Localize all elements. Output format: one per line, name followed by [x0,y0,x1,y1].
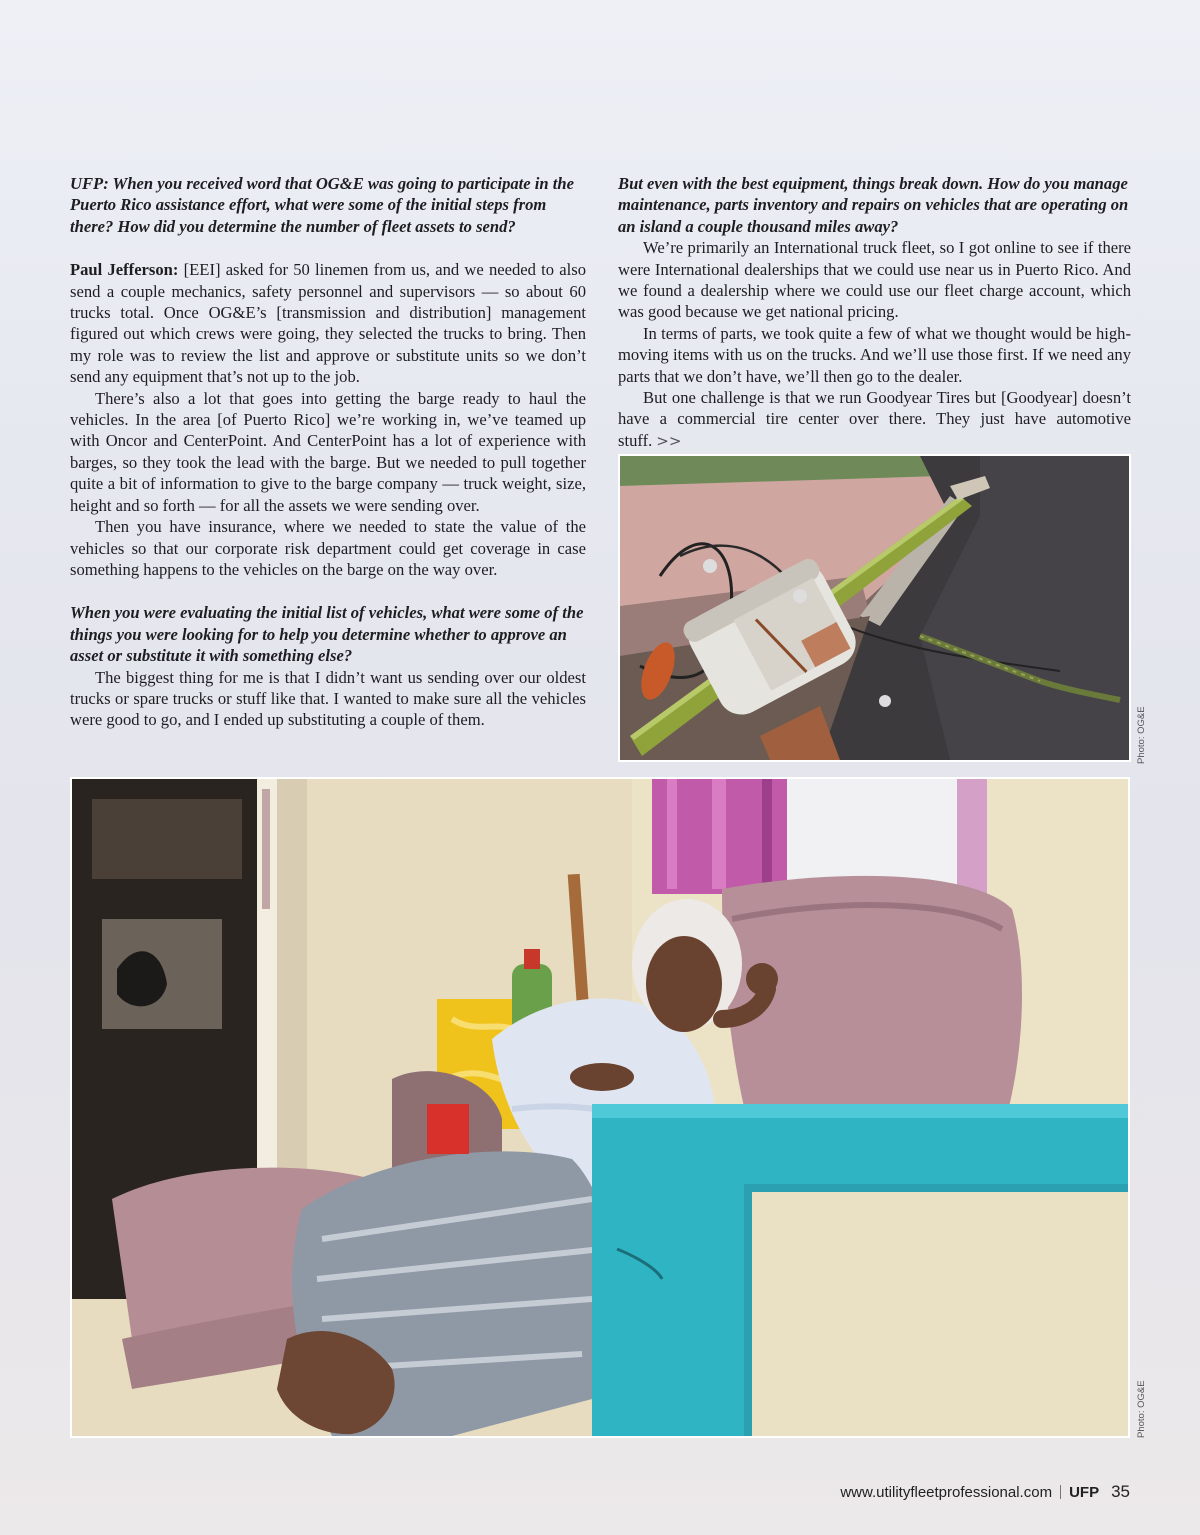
answer-1-paragraph-3: Then you have insurance, where we needed to state the value of the vehicles so that our corporate risk department could get coverage in case something happens to the vehicles on the barge on the way over. [70,517,586,579]
woman-armchair-illustration [72,779,1128,1436]
answer-3-paragraph-1: We’re primarily an International truck fleet, so I got online to see if there were International dealerships that we could use near us in Puerto Rico. And we found a dealership where we could use our fleet charge account, which was good because we get national pricing. [618,238,1131,322]
question-1: UFP: When you received word that OG&E was going to participate in the Puerto Rico assistance effort, what were some of the initial steps from there? How did you determine the number of fleet assets to send? [70,174,574,236]
page-number: 35 [1111,1482,1130,1501]
speaker-name: Paul Jefferson: [70,260,179,280]
fallen-pole-illustration [620,456,1129,760]
photo-woman-armchair [70,777,1130,1438]
left-column [70,173,586,731]
answer-2-paragraph-1: The biggest thing for me is that I didn’t want us sending over our oldest trucks or spare trucks or stuff like that. I wanted to make sure all the vehicles were good to go, and I ended up substituting a couple of them. [70,667,586,730]
question-2: When you were evaluating the initial list of vehicles, what were some of the things you were looking for to help you determine whether to approve an asset or substitute it with something else? [70,603,584,666]
photo-credit-top: Photo: OG&E [1136,706,1147,764]
page-footer [840,1482,1130,1502]
answer-3-paragraph-2: In terms of parts, we took quite a few of what we thought would be high-moving items with us on the trucks. And we’ll use those first. If we need any parts that we don’t have, we’ll then go to the dealer. [618,323,1131,386]
answer-1-paragraph-2: There’s also a lot that goes into getting the barge ready to haul the vehicles. In the area [of Puerto Rico] we’re working in, we’ve teamed up with Oncor and CenterPoint. And CenterPoint has a lot of experience with barges, so they took the lead with the barge. But we needed to pull together quite a bit of information to give to the barge company — truck weight, size, height and so forth — for all the assets we were sending over. [70,388,586,515]
question-3: But even with the best equipment, things break down. How do you manage maintenance, parts inventory and repairs on vehicles that are operating on an island a couple thousand miles away? [618,174,1129,236]
right-column [618,173,1131,452]
answer-3-text: But one challenge is that we run Goodyear Tires but [Goodyear] doesn’t have a commercial tire center over there. They just have automotive stuff. [618,388,1131,450]
continued-marker: >> [656,431,682,450]
answer-1-text: [EEI] asked for 50 linemen from us, and we needed to also send a couple mechanics, safety personnel and supervisors — so about 60 trucks total. Once OG&E’s [transmission and distribution] management figured out which crews were going, they selected the trucks to bring. Then my role was to review the list and approve or substitute units so we don’t send any equipment that’s not up to the job. [70,260,586,387]
photo-credit-bottom: Photo: OG&E [1136,1380,1147,1438]
answer-1-paragraph-1 [70,259,586,387]
footer-url: www.utilityfleetprofessional.com [840,1483,1053,1501]
photo-fallen-pole [618,454,1131,762]
answer-3-paragraph-3 [618,387,1131,452]
footer-divider [1060,1485,1061,1499]
footer-brand: UFP [1069,1483,1100,1501]
